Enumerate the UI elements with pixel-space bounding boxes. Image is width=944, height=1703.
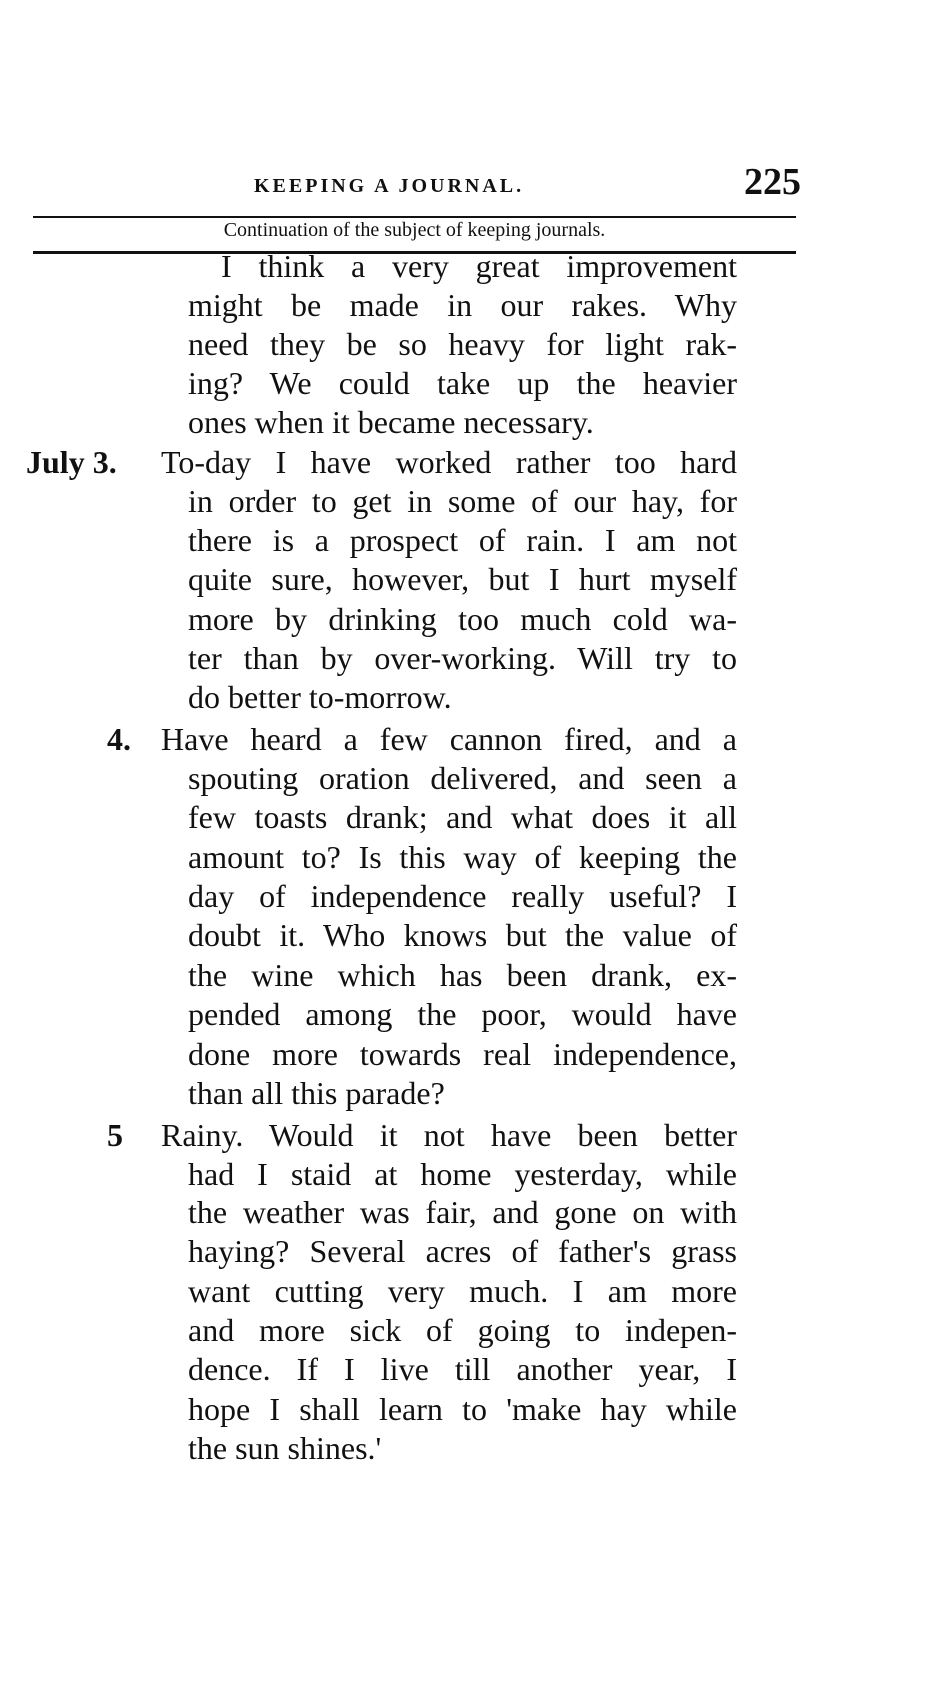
- text-line: do better to-morrow.: [188, 679, 452, 715]
- text-line: the sun shines.': [188, 1430, 382, 1466]
- text-line: few toasts drank; and what does it all: [188, 799, 737, 835]
- entry-date: July 3.: [26, 444, 117, 480]
- entry-date: 4.: [107, 721, 131, 757]
- text-line: doubt it. Who knows but the value of: [188, 917, 737, 953]
- text-line: the wine which has been drank, ex-: [188, 957, 737, 993]
- text-line: need they be so heavy for light rak-: [188, 326, 737, 362]
- text-line: want cutting very much. I am more: [188, 1273, 737, 1309]
- text-line: quite sure, however, but I hurt myself: [188, 561, 737, 597]
- entry-date: 5: [107, 1117, 123, 1153]
- text-line: To-day I have worked rather too hard: [161, 444, 737, 480]
- text-line: ing? We could take up the heavier: [188, 365, 737, 401]
- text-line: done more towards real independence,: [188, 1036, 737, 1072]
- page-number: 225: [744, 161, 801, 203]
- running-title: KEEPING A JOURNAL.: [254, 175, 525, 197]
- text-line: more by drinking too much cold wa-: [188, 601, 737, 637]
- text-line: hope I shall learn to 'make hay while: [188, 1391, 737, 1427]
- text-line: had I staid at home yesterday, while: [188, 1156, 737, 1192]
- text-line: and more sick of going to indepen-: [188, 1312, 737, 1348]
- text-line: in order to get in some of our hay, for: [188, 483, 737, 519]
- text-line: dence. If I live till another year, I: [188, 1351, 737, 1387]
- text-line: ter than by over-working. Will try to: [188, 640, 737, 676]
- section-subtitle: Continuation of the subject of keeping journals.: [223, 219, 606, 241]
- text-line: than all this parade?: [188, 1075, 445, 1111]
- text-line: I think a very great improvement: [221, 248, 737, 284]
- text-line: day of independence really useful? I: [188, 878, 737, 914]
- header-rule-top: [33, 216, 796, 218]
- text-line: ones when it became necessary.: [188, 404, 594, 440]
- text-line: Have heard a few cannon fired, and a: [161, 721, 737, 757]
- text-line: amount to? Is this way of keeping the: [188, 839, 737, 875]
- text-line: pended among the poor, would have: [188, 996, 737, 1032]
- text-line: Rainy. Would it not have been better: [161, 1117, 737, 1153]
- text-line: spouting oration delivered, and seen a: [188, 760, 737, 796]
- text-line: the weather was fair, and gone on with: [188, 1194, 737, 1230]
- text-line: might be made in our rakes. Why: [188, 287, 737, 323]
- text-line: there is a prospect of rain. I am not: [188, 522, 737, 558]
- text-line: haying? Several acres of father's grass: [188, 1233, 737, 1269]
